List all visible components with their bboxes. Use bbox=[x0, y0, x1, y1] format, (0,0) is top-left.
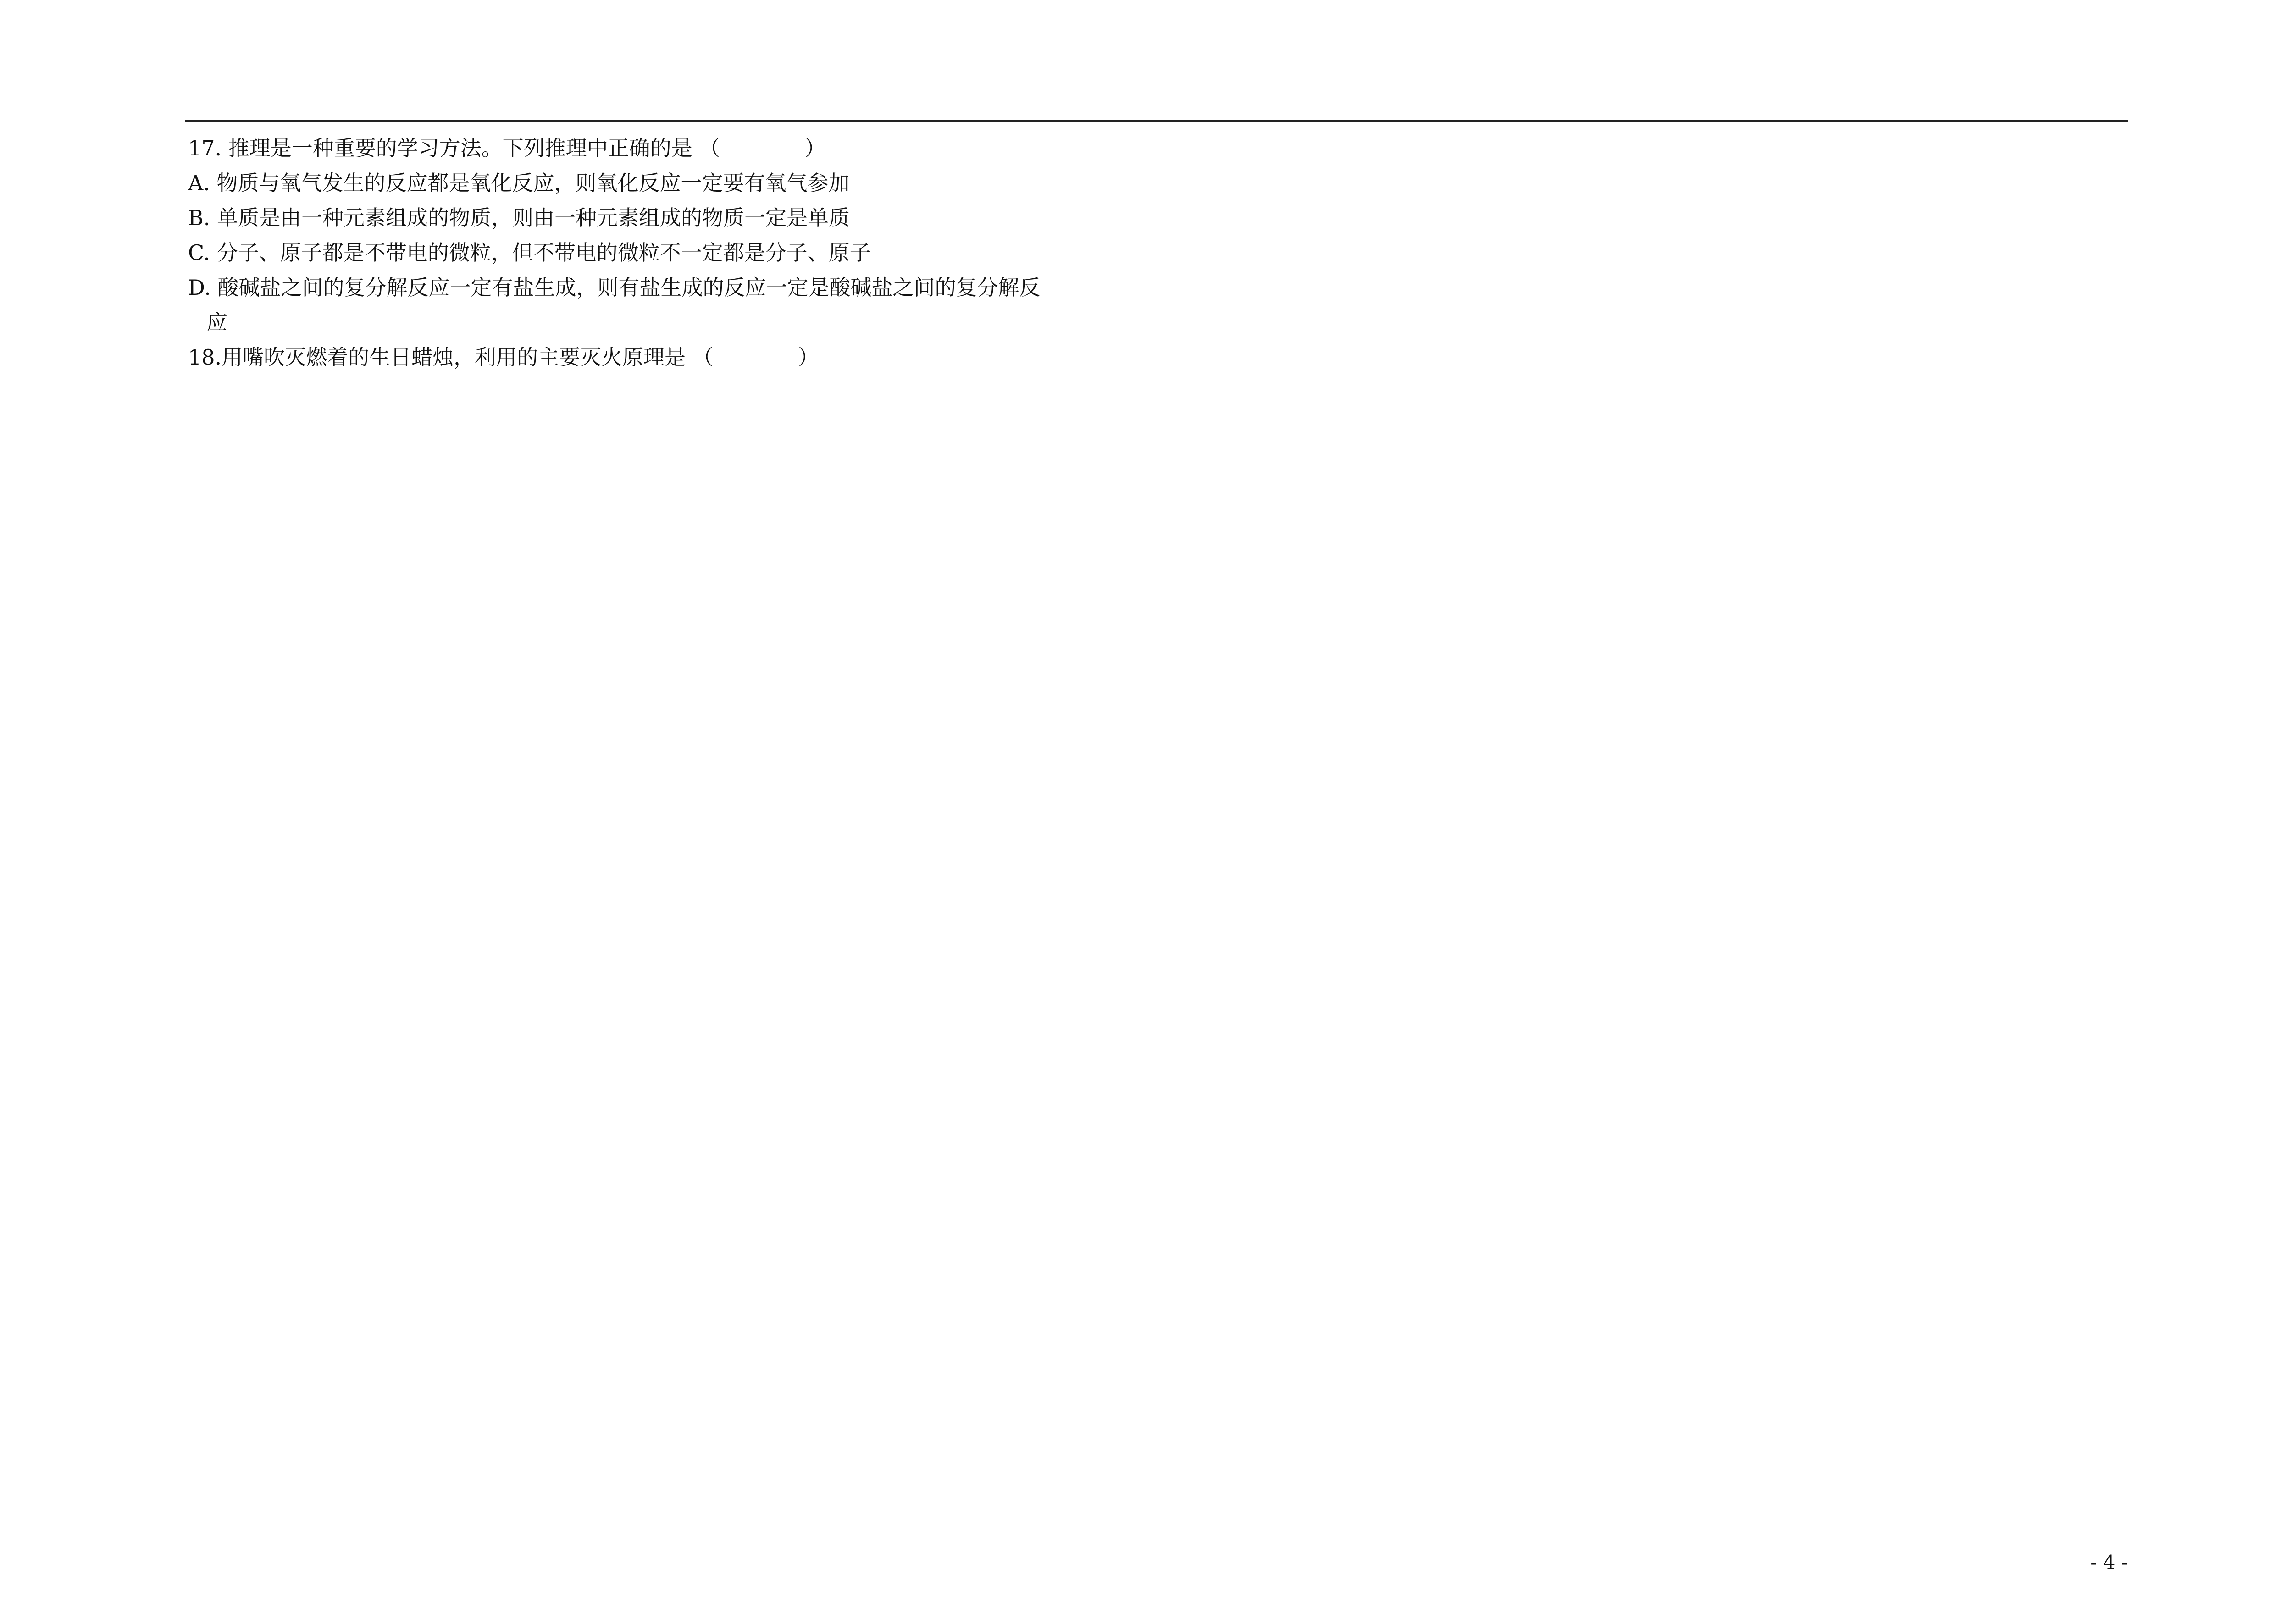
top-rule bbox=[185, 120, 2128, 122]
question-excerpt bbox=[188, 131, 1128, 375]
question-18-stem: 18.用嘴吹灭燃着的生日蜡烛，利用的主要灭火原理是 （ ） bbox=[188, 345, 819, 370]
page-number: - 4 - bbox=[2090, 1551, 2128, 1574]
question-17-option-d-continued: 应 bbox=[206, 310, 227, 335]
question-17-option-b: B. 单质是由一种元素组成的物质，则由一种元素组成的物质一定是单质 bbox=[188, 205, 850, 230]
question-17-option-a: A. 物质与氧气发生的反应都是氧化反应，则氧化反应一定要有氧气参加 bbox=[188, 171, 850, 195]
question-17-option-d: D. 酸碱盐之间的复分解反应一定有盐生成，则有盐生成的反应一定是酸碱盐之间的复分解反 bbox=[188, 275, 1041, 300]
question-17-stem: 17. 推理是一种重要的学习方法。下列推理中正确的是 （ ） bbox=[188, 136, 826, 160]
question-17-option-c: C. 分子、原子都是不带电的微粒，但不带电的微粒不一定都是分子、原子 bbox=[188, 240, 871, 265]
